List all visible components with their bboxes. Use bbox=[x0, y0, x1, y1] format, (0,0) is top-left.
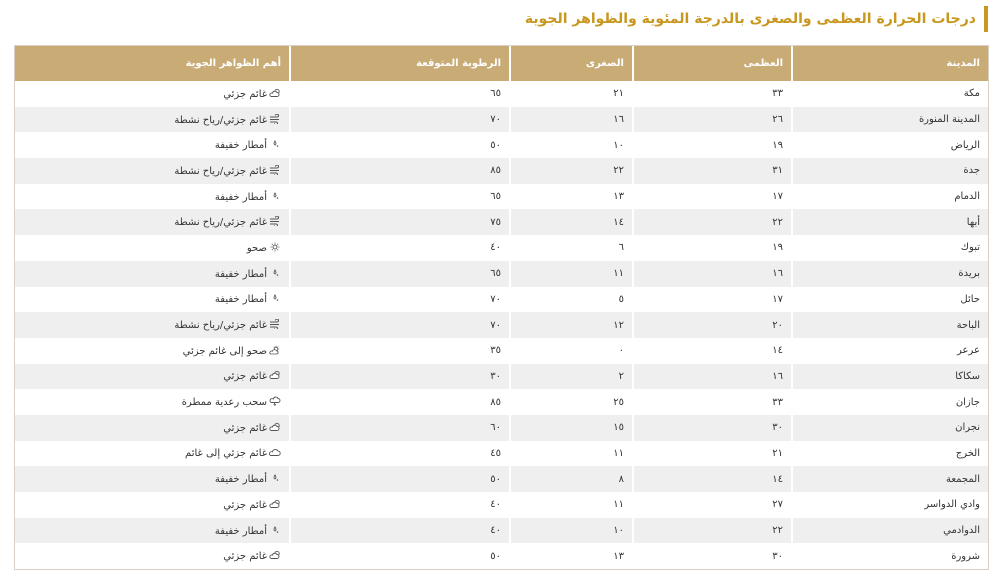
cell-max-temp: ٣٠ bbox=[633, 543, 792, 569]
cell-max-temp: ١٤ bbox=[633, 338, 792, 364]
cell-weather bbox=[15, 441, 290, 467]
weather-label: أمطار خفيفة bbox=[214, 294, 267, 306]
cell-weather bbox=[15, 184, 290, 210]
weather-label: أمطار خفيفة bbox=[214, 525, 267, 537]
wind-icon bbox=[269, 165, 281, 175]
cell-max-temp: ١٩ bbox=[633, 235, 792, 261]
cell-max-temp: ٢١ bbox=[633, 441, 792, 467]
cell-max-temp: ٢٢ bbox=[633, 518, 792, 544]
table-row bbox=[15, 312, 988, 338]
cell-min-temp: ١٤ bbox=[510, 209, 633, 235]
cell-weather bbox=[15, 132, 290, 158]
light-rain-icon bbox=[269, 268, 281, 278]
cell-weather bbox=[15, 415, 290, 441]
cell-weather bbox=[15, 466, 290, 492]
wind-icon bbox=[269, 216, 281, 226]
cell-city: جازان bbox=[792, 389, 988, 415]
partly-cloudy-icon bbox=[269, 499, 281, 509]
cell-city: الرياض bbox=[792, 132, 988, 158]
cell-city: بريدة bbox=[792, 261, 988, 287]
wind-icon bbox=[269, 114, 281, 124]
cell-min-temp: ١١ bbox=[510, 441, 633, 467]
weather-table-container bbox=[14, 45, 989, 570]
cell-city: جدة bbox=[792, 158, 988, 184]
table-row bbox=[15, 543, 988, 569]
cell-city: عرعر bbox=[792, 338, 988, 364]
cell-city: الباحة bbox=[792, 312, 988, 338]
partly-cloudy-icon bbox=[269, 370, 281, 380]
cell-weather bbox=[15, 492, 290, 518]
weather-label: أمطار خفيفة bbox=[214, 474, 267, 486]
cell-humidity: ٣٥ bbox=[290, 338, 510, 364]
light-rain-icon bbox=[269, 525, 281, 535]
cell-city: حائل bbox=[792, 287, 988, 313]
cell-min-temp: ٢٢ bbox=[510, 158, 633, 184]
cell-min-temp: ٦ bbox=[510, 235, 633, 261]
cell-humidity: ٧٠ bbox=[290, 107, 510, 133]
weather-label: غائم جزئي/رياح نشطة bbox=[174, 165, 267, 177]
weather-label: غائم جزئي bbox=[223, 422, 267, 434]
cell-min-temp: ١٥ bbox=[510, 415, 633, 441]
cell-min-temp: ٥ bbox=[510, 287, 633, 313]
table-row bbox=[15, 107, 988, 133]
cell-weather bbox=[15, 209, 290, 235]
table-header bbox=[15, 46, 988, 81]
table-row bbox=[15, 184, 988, 210]
cell-weather bbox=[15, 312, 290, 338]
table-body bbox=[15, 81, 988, 569]
cell-min-temp: ٢ bbox=[510, 364, 633, 390]
page-title: درجات الحرارة العظمى والصغرى بالدرجة المئوية والظواهر الجوية bbox=[525, 6, 988, 32]
weather-label: غائم جزئي إلى غائم bbox=[185, 448, 267, 460]
cell-city: الخرج bbox=[792, 441, 988, 467]
cell-humidity: ٤٥ bbox=[290, 441, 510, 467]
column-header-min: الصغرى bbox=[510, 46, 633, 81]
cloud-icon bbox=[269, 447, 281, 457]
cell-min-temp: ١٠ bbox=[510, 518, 633, 544]
cell-min-temp: ١١ bbox=[510, 492, 633, 518]
table-row bbox=[15, 415, 988, 441]
cell-weather bbox=[15, 158, 290, 184]
table-row bbox=[15, 158, 988, 184]
weather-label: صحو bbox=[246, 242, 267, 254]
cell-weather bbox=[15, 389, 290, 415]
cell-city: مكة bbox=[792, 81, 988, 107]
weather-label: غائم جزئي/رياح نشطة bbox=[174, 217, 267, 229]
cell-humidity: ٤٠ bbox=[290, 492, 510, 518]
table-row bbox=[15, 518, 988, 544]
cell-humidity: ٦٥ bbox=[290, 261, 510, 287]
cell-humidity: ٧٠ bbox=[290, 312, 510, 338]
wind-icon bbox=[269, 319, 281, 329]
light-rain-icon bbox=[269, 473, 281, 483]
cell-humidity: ٨٥ bbox=[290, 158, 510, 184]
cell-city: نجران bbox=[792, 415, 988, 441]
cell-city: تبوك bbox=[792, 235, 988, 261]
cell-max-temp: ٣٣ bbox=[633, 389, 792, 415]
cell-city: الدمام bbox=[792, 184, 988, 210]
cell-min-temp: ١٠ bbox=[510, 132, 633, 158]
weather-label: غائم جزئي bbox=[223, 499, 267, 511]
partly-cloudy-icon bbox=[269, 88, 281, 98]
cell-max-temp: ١٧ bbox=[633, 287, 792, 313]
weather-label: أمطار خفيفة bbox=[214, 140, 267, 152]
table-row bbox=[15, 261, 988, 287]
sun-to-cloud-icon bbox=[269, 345, 281, 355]
cell-max-temp: ٣٠ bbox=[633, 415, 792, 441]
cell-min-temp: ١٣ bbox=[510, 184, 633, 210]
table-row bbox=[15, 287, 988, 313]
cell-weather bbox=[15, 338, 290, 364]
column-header-max: العظمى bbox=[633, 46, 792, 81]
cell-min-temp: ١٢ bbox=[510, 312, 633, 338]
weather-table bbox=[15, 46, 988, 569]
cell-min-temp: ١١ bbox=[510, 261, 633, 287]
sun-icon bbox=[269, 242, 281, 252]
cell-max-temp: ١٦ bbox=[633, 364, 792, 390]
cell-humidity: ٤٠ bbox=[290, 235, 510, 261]
cell-weather bbox=[15, 235, 290, 261]
cell-min-temp: ٨ bbox=[510, 466, 633, 492]
cell-weather bbox=[15, 107, 290, 133]
cell-max-temp: ٢٠ bbox=[633, 312, 792, 338]
table-row bbox=[15, 132, 988, 158]
partly-cloudy-icon bbox=[269, 550, 281, 560]
cell-weather bbox=[15, 364, 290, 390]
cell-max-temp: ١٤ bbox=[633, 466, 792, 492]
column-header-weather: أهم الظواهر الجوية bbox=[15, 46, 290, 81]
cell-humidity: ٥٠ bbox=[290, 543, 510, 569]
weather-label: غائم جزئي bbox=[223, 371, 267, 383]
cell-min-temp: ١٣ bbox=[510, 543, 633, 569]
weather-label: سحب رعدية ممطرة bbox=[181, 397, 267, 409]
cell-min-temp: ٢١ bbox=[510, 81, 633, 107]
cell-weather bbox=[15, 543, 290, 569]
weather-label: صحو إلى غائم جزئي bbox=[182, 345, 267, 357]
cell-weather bbox=[15, 287, 290, 313]
weather-label: غائم جزئي/رياح نشطة bbox=[174, 114, 267, 126]
light-rain-icon bbox=[269, 191, 281, 201]
cell-humidity: ٦٥ bbox=[290, 81, 510, 107]
cell-humidity: ٥٠ bbox=[290, 466, 510, 492]
cell-humidity: ٦٠ bbox=[290, 415, 510, 441]
cell-max-temp: ١٩ bbox=[633, 132, 792, 158]
cell-city: المجمعة bbox=[792, 466, 988, 492]
weather-label: غائم جزئي bbox=[223, 551, 267, 563]
cell-humidity: ٦٥ bbox=[290, 184, 510, 210]
cell-humidity: ٤٠ bbox=[290, 518, 510, 544]
thunder-cloud-icon bbox=[269, 396, 281, 406]
weather-label: أمطار خفيفة bbox=[214, 191, 267, 203]
table-row bbox=[15, 389, 988, 415]
cell-humidity: ٧٥ bbox=[290, 209, 510, 235]
cell-weather bbox=[15, 261, 290, 287]
partly-cloudy-icon bbox=[269, 422, 281, 432]
cell-max-temp: ٣٣ bbox=[633, 81, 792, 107]
cell-max-temp: ٣١ bbox=[633, 158, 792, 184]
cell-max-temp: ١٧ bbox=[633, 184, 792, 210]
cell-city: سكاكا bbox=[792, 364, 988, 390]
cell-city: أبها bbox=[792, 209, 988, 235]
cell-min-temp: ١٦ bbox=[510, 107, 633, 133]
cell-city: شرورة bbox=[792, 543, 988, 569]
light-rain-icon bbox=[269, 139, 281, 149]
cell-min-temp: ٢٥ bbox=[510, 389, 633, 415]
cell-humidity: ٧٠ bbox=[290, 287, 510, 313]
table-row bbox=[15, 492, 988, 518]
cell-weather bbox=[15, 518, 290, 544]
cell-humidity: ٥٠ bbox=[290, 132, 510, 158]
weather-label: غائم جزئي bbox=[223, 88, 267, 100]
table-row bbox=[15, 338, 988, 364]
cell-max-temp: ١٦ bbox=[633, 261, 792, 287]
table-row bbox=[15, 209, 988, 235]
cell-weather bbox=[15, 81, 290, 107]
cell-humidity: ٣٠ bbox=[290, 364, 510, 390]
cell-min-temp: ٠ bbox=[510, 338, 633, 364]
light-rain-icon bbox=[269, 293, 281, 303]
cell-city: وادي الدواسر bbox=[792, 492, 988, 518]
weather-label: أمطار خفيفة bbox=[214, 268, 267, 280]
cell-max-temp: ٢٢ bbox=[633, 209, 792, 235]
table-row bbox=[15, 441, 988, 467]
table-row bbox=[15, 81, 988, 107]
cell-max-temp: ٢٧ bbox=[633, 492, 792, 518]
table-row bbox=[15, 364, 988, 390]
cell-city: المدينة المنورة bbox=[792, 107, 988, 133]
cell-max-temp: ٢٦ bbox=[633, 107, 792, 133]
weather-label: غائم جزئي/رياح نشطة bbox=[174, 320, 267, 332]
cell-city: الدوادمي bbox=[792, 518, 988, 544]
cell-humidity: ٨٥ bbox=[290, 389, 510, 415]
column-header-humidity: الرطوبة المتوقعة bbox=[290, 46, 510, 81]
table-row bbox=[15, 466, 988, 492]
table-row bbox=[15, 235, 988, 261]
column-header-city: المدينة bbox=[792, 46, 988, 81]
